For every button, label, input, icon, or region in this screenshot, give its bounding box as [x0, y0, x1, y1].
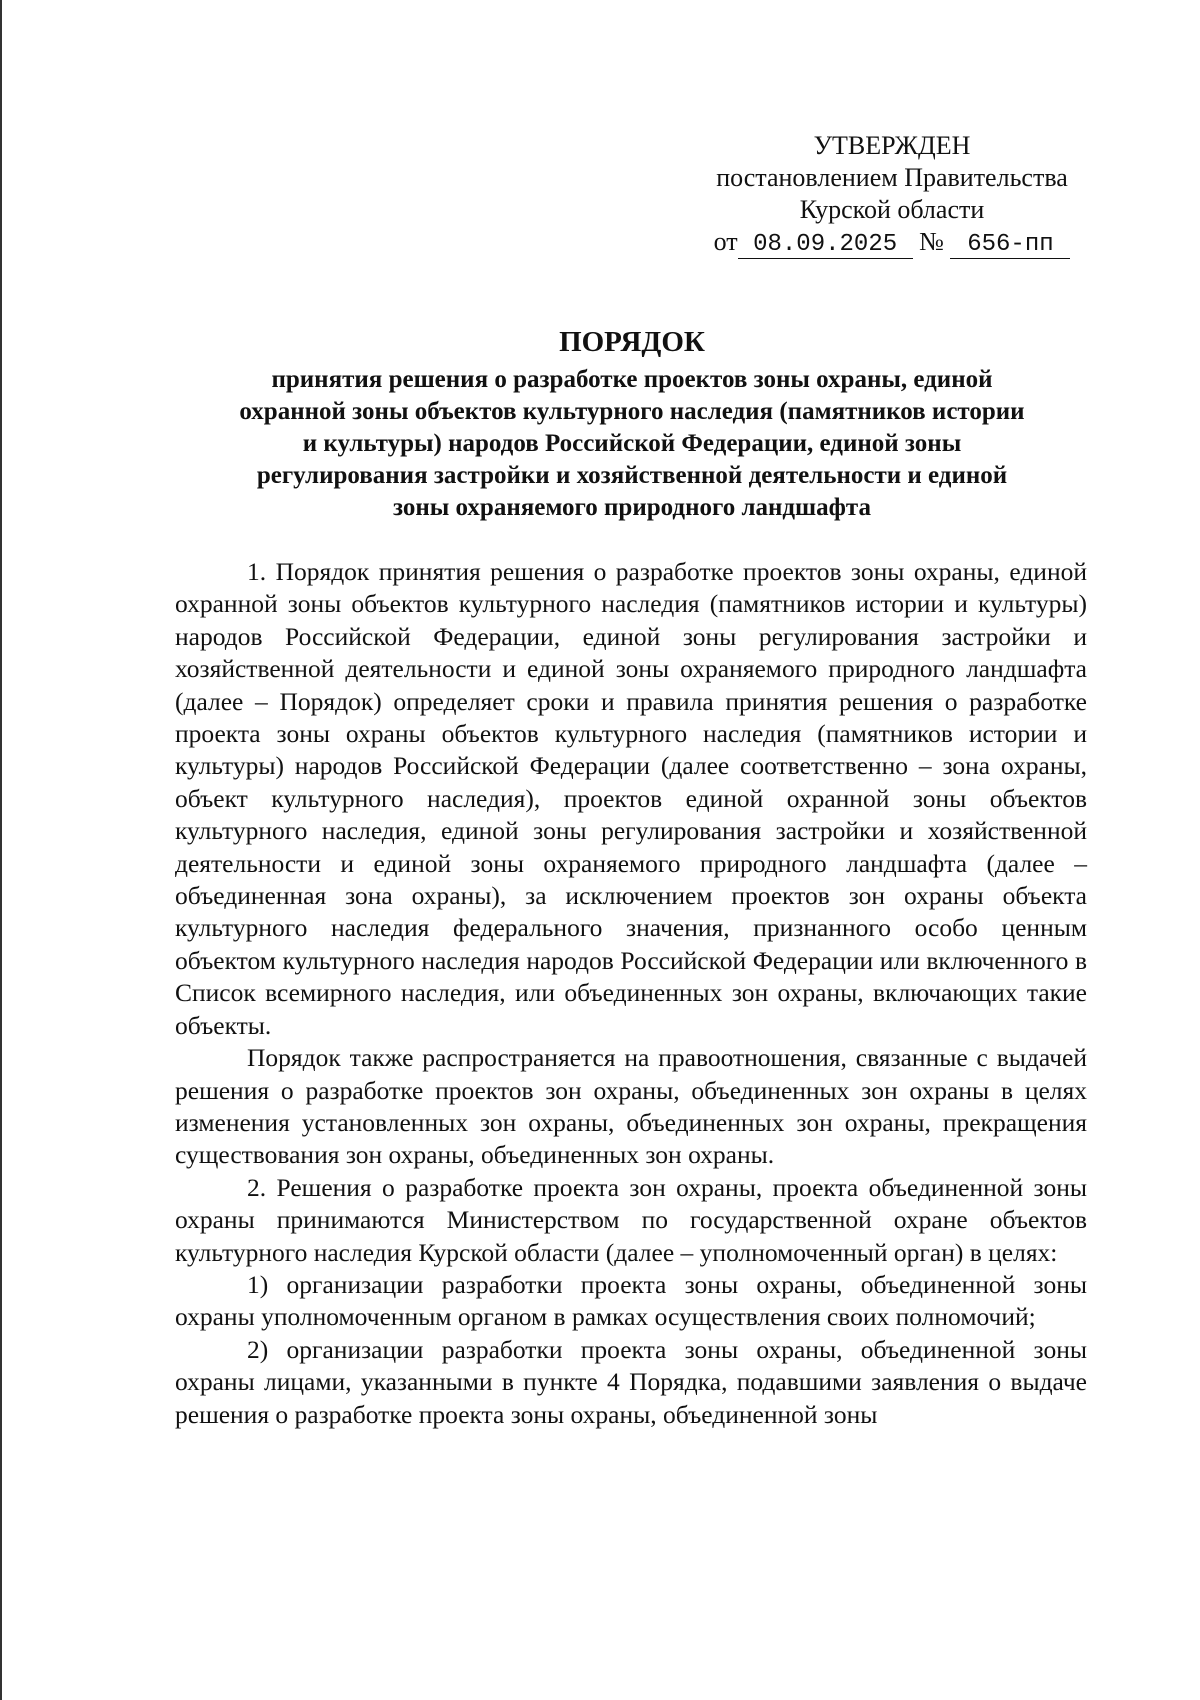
paragraph: 2. Решения о разработке проекта зон охраны, проекта объединенной зоны охраны принимаются Министерством по государственной охране объектов культурного наследия Курской области (далее – уполномоченный орган) в целях: [175, 1172, 1087, 1267]
paragraph: Порядок также распространяется на правоотношения, связанные с выдачей решения о разработке проектов зон охраны, объединенных зон охраны в целях изменения установленных зон охраны, объединенных зон охраны, прекращения существования зон охраны, объединенных зон охраны. [175, 1043, 1087, 1170]
approval-date: 08.09.2025 [738, 232, 913, 259]
title-line: охранной зоны объектов культурного наследия (памятников истории [239, 398, 1025, 425]
title-line: принятия решения о разработке проектов зоны охраны, единой [271, 366, 993, 393]
approval-region: Курской области [799, 195, 985, 224]
title-line: регулирования застройки и хозяйственной деятельности и единой [256, 462, 1008, 489]
document-body [175, 556, 1087, 1431]
paragraph: 1. Порядок принятия решения о разработке проектов зоны охраны, единой охранной зоны объектов культурного наследия (памятников истории и культуры) народов Российской Федерации, единой зоны регулирования застройки и хозяйственной деятельности и единой зоны охраняемого природного ландшафта (далее – Порядок) определяет сроки и правила принятия решения о разработке проекта зоны охраны объектов культурного наследия (памятников истории и культуры) народов Российской Федерации (далее соответственно – зона охраны, объект культурного наследия), проектов единой охранной зоны объектов культурного наследия, единой зоны регулирования застройки и хозяйственной деятельности и единой зоны охраняемого природного ландшафта (далее – объединенная зона охраны), за исключением проектов зон охраны объекта культурного наследия федерального значения, признанного особо ценным объектом культурного наследия народов Российской Федерации или включенного в Список всемирного наследия, или объединенных зон охраны, включающих такие объекты. [175, 557, 1087, 1040]
date-prefix: от [713, 227, 738, 256]
approval-heading: УТВЕРЖДЕН [813, 131, 971, 160]
approval-stamp [692, 130, 1092, 259]
number-sign: № [919, 227, 944, 256]
approval-number: 656-пп [950, 232, 1070, 259]
approval-authority: постановлением Правительства [716, 163, 1068, 192]
title-line: и культуры) народов Российской Федерации, единой зоны [302, 430, 962, 457]
approval-date-number [692, 226, 1092, 259]
paragraph: 2) организации разработки проекта зоны охраны, объединенной зоны охраны лицами, указанными в пункте 4 Порядка, подавшими заявления о выдаче решения о разработке проекта зоны охраны, объединенной зоны [175, 1334, 1087, 1429]
title-line: зоны охраняемого природного ландшафта [392, 494, 872, 521]
title-subtitle [172, 364, 1092, 524]
document-title [172, 322, 1092, 524]
title-main: ПОРЯДОК [559, 326, 705, 358]
paragraph: 1) организации разработки проекта зоны охраны, объединенной зоны охраны уполномоченным органом в рамках осуществления своих полномочий; [175, 1269, 1087, 1332]
